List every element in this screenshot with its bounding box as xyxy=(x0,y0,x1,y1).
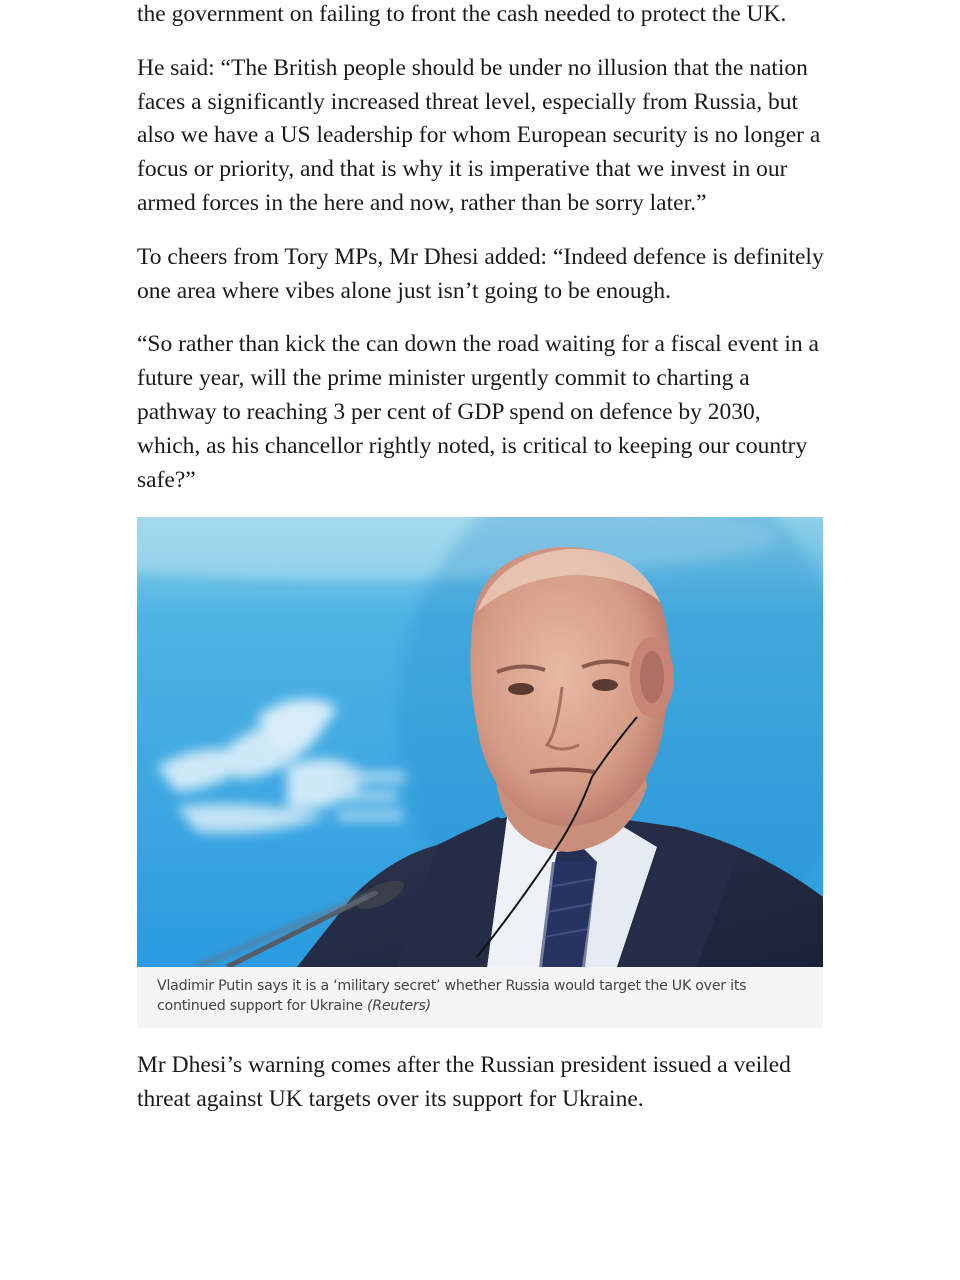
article-paragraph: the government on failing to front the cash needed to protect the UK. xyxy=(137,1,787,27)
article-figure xyxy=(137,517,823,1028)
article-paragraph: Mr Dhesi’s warning comes after the Russian president issued a veiled threat against UK targets over its support for Ukraine. xyxy=(137,1052,791,1113)
caption-credit: (Reuters) xyxy=(367,998,431,1015)
figure-caption xyxy=(137,967,823,1028)
article-photo xyxy=(137,517,823,967)
article-body xyxy=(137,0,827,1137)
caption-text: Vladimir Putin says it is a ‘military secret’ whether Russia would target the UK over its continued support for Ukraine xyxy=(157,978,747,1015)
article-paragraph: He said: “The British people should be under no illusion that the nation faces a significantly increased threat level, especially from Russia, but also we have a US leadership for whom European security is no longer a focus or priority, and that is why it is imperative that we invest in our armed forces in the here and now, rather than be sorry later.” xyxy=(137,54,821,216)
article-paragraph: To cheers from Tory MPs, Mr Dhesi added: “Indeed defence is definitely one area where vibes alone just isn’t going to be enough. xyxy=(137,243,824,304)
article-paragraph: “So rather than kick the can down the road waiting for a fiscal event in a future year, will the prime minister urgently commit to charting a pathway to reaching 3 per cent of GDP spend on defence by 2030, which, as his chancellor rightly noted, is critical to keeping our country safe?” xyxy=(137,331,819,493)
